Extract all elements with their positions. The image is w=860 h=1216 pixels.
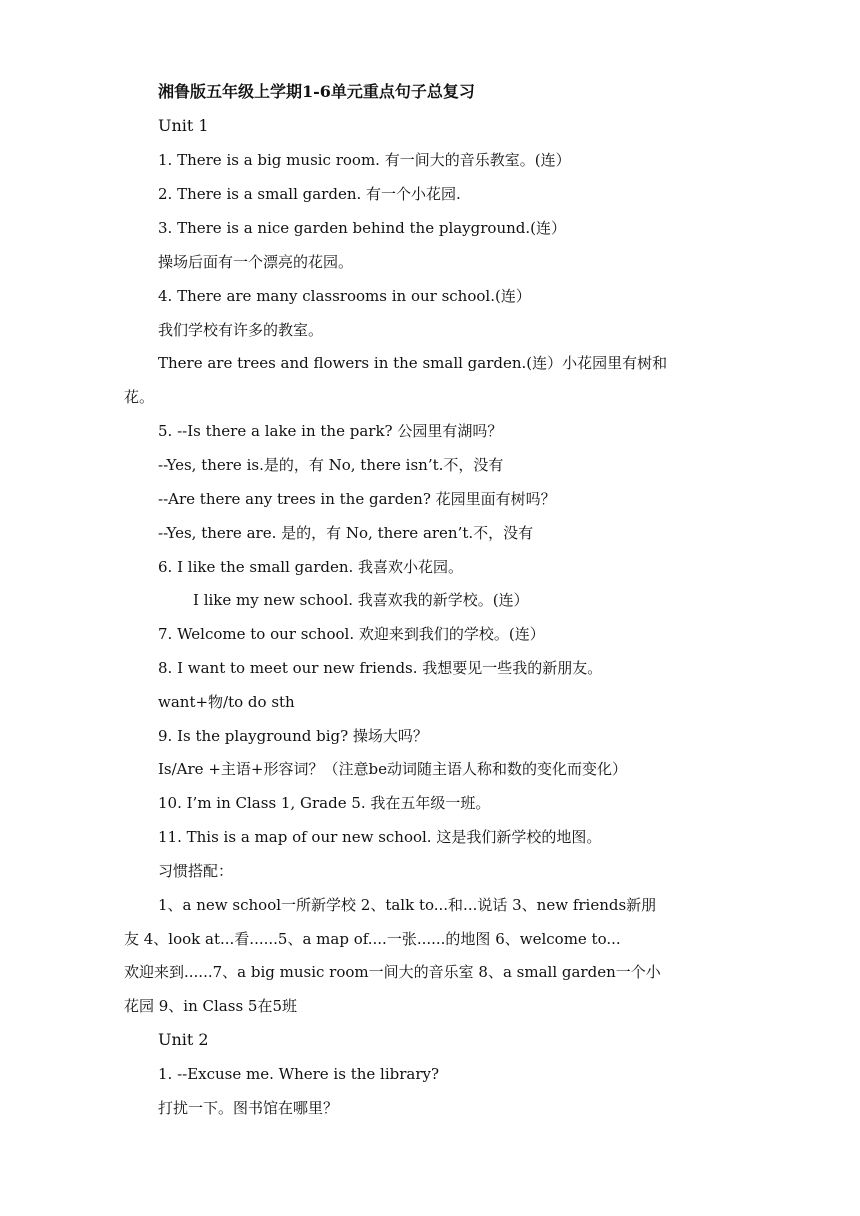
unit2-sentence-1: 1. --Excuse me. Where is the library? bbox=[158, 1065, 440, 1083]
unit1-sentence-3: 3. There is a nice garden behind the playground.(连） bbox=[158, 219, 567, 237]
unit1-sentence-9: 9. Is the playground big? 操场大吗？ bbox=[158, 727, 428, 745]
unit1-sentence-6-extra: I like my new school. 我喜欢我的新学校。(连） bbox=[193, 591, 529, 609]
unit1-sentence-9-note: Is/Are +主语+形容词？（注意be动词随主语人称和数的变化而变化） bbox=[158, 760, 627, 778]
unit1-collocations-line-4: 花园 9、in Class 5在5班 bbox=[124, 997, 298, 1015]
unit1-sentence-5: 5. --Is there a lake in the park? 公园里有湖吗？ bbox=[158, 422, 503, 440]
unit1-sentence-5-answer: --Yes, there is.是的，有 No, there isn’t.不，没有 bbox=[158, 456, 504, 474]
unit1-sentence-4-extra: There are trees and flowers in the small garden.(连）小花园里有树和 bbox=[158, 354, 668, 372]
unit2-sentence-1-translation: 打扰一下。图书馆在哪里？ bbox=[158, 1099, 339, 1117]
unit1-sentence-5-question2: --Are there any trees in the garden? 花园里面有树吗？ bbox=[158, 490, 556, 508]
unit1-sentence-11: 11. This is a map of our new school. 这是我们新学校的地图。 bbox=[158, 828, 602, 846]
document-title: 湘鲁版五年级上学期1-6单元重点句子总复习 bbox=[158, 82, 475, 101]
unit2-heading: Unit 2 bbox=[158, 1030, 209, 1049]
unit1-collocations-line-1: 1、a new school一所新学校 2、talk to...和...说话 3、new friends新朋 bbox=[158, 896, 657, 914]
unit1-sentence-4-translation: 我们学校有许多的教室。 bbox=[158, 321, 324, 339]
unit1-sentence-8: 8. I want to meet our new friends. 我想要见一些我的新朋友。 bbox=[158, 659, 603, 677]
unit1-sentence-6: 6. I like the small garden. 我喜欢小花园。 bbox=[158, 558, 464, 576]
unit1-sentence-8-note: want+物/to do sth bbox=[158, 693, 295, 711]
unit1-sentence-2: 2. There is a small garden. 有一个小花园. bbox=[158, 185, 461, 203]
unit1-sentence-7: 7. Welcome to our school. 欢迎来到我们的学校。(连） bbox=[158, 625, 545, 643]
unit1-sentence-5-answer2: --Yes, there are. 是的，有 No, there aren’t.不，没有 bbox=[158, 524, 534, 542]
unit1-heading: Unit 1 bbox=[158, 116, 209, 135]
unit1-sentence-3-translation: 操场后面有一个漂亮的花园。 bbox=[158, 253, 354, 271]
unit1-sentence-10: 10. I’m in Class 1, Grade 5. 我在五年级一班。 bbox=[158, 794, 491, 812]
unit1-collocations-line-2: 友 4、look at...看......5、a map of....一张......的地图 6、welcome to... bbox=[124, 930, 621, 948]
unit1-collocations-line-3: 欢迎来到......7、a big music room一间大的音乐室 8、a small garden一个小 bbox=[124, 963, 661, 981]
unit1-sentence-4-extra-cont: 花。 bbox=[124, 388, 155, 406]
unit1-sentence-4: 4. There are many classrooms in our school.(连） bbox=[158, 287, 531, 305]
unit1-sentence-1: 1. There is a big music room. 有一间大的音乐教室。(连） bbox=[158, 151, 571, 169]
unit1-collocations-label: 习惯搭配： bbox=[158, 862, 234, 880]
